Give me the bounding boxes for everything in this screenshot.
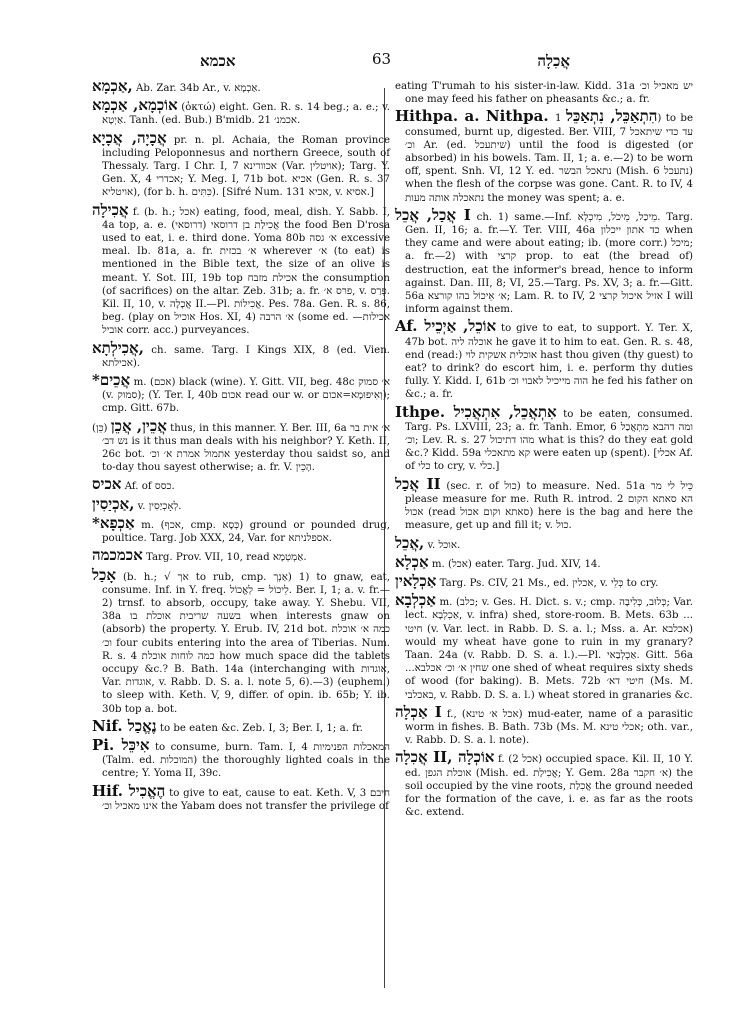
entry-headword: אוֹכְמָא, אַכְמָא (92, 96, 178, 115)
dictionary-entry (395, 748, 694, 819)
dictionary-entry (395, 317, 693, 401)
entry-headword: Hif. הֶאֱכִיל (92, 781, 166, 800)
entry-definition: f. (b. h.; אכל) eating, food, meal, dish. Y. Sabb. I, 4a top, a. e. אֲכִילַת בן דרוסאי (דרוסאי) the food Ben D'rosa used to eat, i. e. third done. Yoma 80b א׳ גסה excessive meal. Ib. 81a, a. fr. א׳ בכזית wherever א׳ (to eat) is mentioned in the Bible text, the size of an olive is meant. Y. Sot. III, 19b top אכילת מזבח the consumption (of sacrifices) on the altar. Zeb. 31b; a. fr. פרס א׳, v. פְּרַס. Kil. II, 10, v. אֲכָלָה II.—Pl. אֲכִילוֹת. Pes. 78a. Gen. R. s. 86, beg. (play on אוכיל Hos. XI, 4) א׳ הרבה (some ed. אכילות—אוביל corr. acc.) purveyances. (102, 206, 391, 337)
entry-definition: Targ. Ps. CIV, 21 Ms., ed. אכלין, v. כְּלֵי to cry. (439, 577, 659, 589)
entry-definition: to be eaten, consumed. Targ. Ps. LXVIII, 23; a. fr. Tanh. Emor, 6 ומה דהבא מִתְאֲכַל וכ׳; Lev. R. s. 27 מהו דתיכול what is this? do they eat gold &c.? Kidd. 59a קא מתאכלי were eaten up (spent). [אכלי Af. of כלי to cry, v. כלי.] (405, 408, 694, 473)
entry-definition: (כֵּן) thus, in this manner. Y. Ber. III, 6a א׳ אית בר נש דב׳ is it thus man deals with his neighbor? Y. Keth. II, 26c bot. אתמול אמרת א׳ וכ׳ yesterday thou saidst so, and to-day thou sayest otherwise; a. fr. V. הָכֵין. (92, 422, 390, 474)
entry-headword: אֲכֵל, (395, 533, 425, 552)
entry-headword: Nif. נֶאֱכַל (92, 716, 157, 735)
dictionary-entry (92, 513, 390, 545)
entry-headword: Af. אוֹכֵל, אַיְכֵיל (395, 317, 497, 336)
entry-definition: (sec. r. of כול) to measure. Ned. 51a כֵּיל לי מר please measure for me. Ruth R. introd. 2 הא סאתא הקום אכול (read סאתא וקום אכול) here is the bag and here the measure, get up and fill it; v. כול. (405, 480, 694, 532)
entry-definition: m. (אכף, cmp. כְּסָא) ground or pounded drug, poultice. Targ. Job XXX, 24, Var. for אספלניתא. (102, 519, 390, 545)
entry-definition: m. (אכל) eater. Targ. Jud. XIV, 14. (431, 558, 601, 570)
entry-headword: Pi. אִיכֵּל (92, 735, 150, 754)
entry-headword: אֲכִילְתָא, (92, 338, 144, 357)
entry-definition: eating T'rumah to his sister-in-law. Kidd. 31a יש מאכיל וכ׳ one may feed his father on pheasants &c.; a. fr. (395, 81, 694, 106)
entry-headword: אכיס (92, 475, 122, 494)
entry-definition: to be eaten &c. Zeb. I, 3; Ber. I, 1; a. fr. (159, 722, 363, 734)
dictionary-entry (395, 402, 694, 474)
entry-headword: Ithpe. אִתְאֲכֵל, אִתְאֲכִיל (395, 402, 557, 421)
entry-headword: אכמכמה (92, 546, 143, 565)
entry-headword: אַכְיַסִין, (92, 494, 135, 513)
dictionary-entry (92, 546, 390, 565)
page-number: 63 (372, 50, 392, 68)
entry-definition: 1) to be consumed, burnt up, digested. Ber. VIII, 7 עד כדי שיתאכל וכ׳ Ar. (ed. שיתעכל) until the food is digested (or absorbed) in his bowels. Tam. II, 1; a. e.—2) to be worn off, spent. Snh. VI, 12 Y. ed. נתאכל הבשר (Mish. 6 נתעכל) when the flesh of the corpse was gone. Cant. R. to IV, 4 נתאכלה אותה מעות the money was spent; a. e. (405, 113, 694, 204)
dictionary-entry (92, 716, 390, 735)
left-column (92, 77, 391, 817)
entry-definition: m. (אכם) black (wine). Y. Gitt. VII, beg. 48c א׳ סמוק (v. סמוק); (Y. Ter. I, 40b אכום read our w. or וְאִיפוּמָא=אכום); cmp. Gitt. 67b. (102, 377, 390, 415)
entry-definition: to give to eat, to support. Y. Ter. X, 47b bot. אוכלה ליה he gave it to him to eat. Gen. R. s. 48, end (read:) אוכלית אשקית לוי hast thou given (thy guest) to eat? to drink? do escort him, i. e. perform thy duties fully. Y. Kidd. I, 61b הוה מייכיל לאבוי וכ׳ he fed his father on &c.; a. fr. (405, 323, 693, 401)
entry-definition: f., (אכל א׳ טינא) mud-eater, name of a parasitic worm in fishes. B. Bath. 73b (Ms. M. אכלי טינא; oth. var., v. Rabb. D. S. a. l. note). (405, 708, 693, 747)
dictionary-entry (92, 735, 391, 781)
entry-definition: f. (אכל 2) occupied space. Kil. II, 10 Y. ed. אוכלת הגפן (Mish. ed. אֲכִילַת; Y. Gem. 28a א׳ חקבר) the soil occupied by the vine roots, אֲכִלַת the ground needed for the formation of the cave, i. e. as far as the roots &c. extend. (405, 754, 694, 819)
dictionary-entry (395, 533, 693, 552)
dictionary-entry (395, 80, 693, 106)
dictionary-entry (92, 494, 390, 513)
entry-definition: v. אוכל. (427, 539, 461, 551)
entry-definition: Af. of כסס. (124, 481, 175, 493)
entry-definition: Ab. Zar. 34b Ar., v. אַכְמָא. (135, 83, 261, 94)
right-column (395, 80, 693, 823)
entry-headword: אַכְלָאין (395, 571, 437, 590)
entry-definition: to consume, burn. Tam. I, 4 המאכלות הפנימיות (Talm. ed. המוכלות) the thoroughly lighted coals in the centre; Y. Yoma II, 39c. (102, 741, 391, 780)
entry-headword: אַכְלְבָא (395, 591, 436, 610)
dictionary-entry (92, 77, 390, 95)
entry-headword: *אֲכֵים (92, 371, 131, 390)
dictionary-entry (395, 107, 694, 204)
page-header (80, 50, 690, 74)
entry-headword: *אַכְפָא (92, 513, 135, 532)
dictionary-entry (92, 781, 390, 813)
dictionary-entry (92, 128, 391, 200)
dictionary-entry (92, 565, 391, 716)
dictionary-entry (395, 571, 693, 590)
dictionary-entry (395, 552, 693, 571)
dictionary-entry (92, 371, 390, 416)
entry-headword: אֲכָיָה, אֲכָיָא (92, 128, 167, 147)
entry-headword: אַכְמָא, (92, 77, 133, 95)
dictionary-entry (395, 591, 694, 702)
entry-definition: Targ. Prov. VII, 10, read אַמְטְמָא. (145, 552, 307, 564)
entry-headword: אֲכַל II (395, 474, 441, 493)
entry-definition: (b. h.; √ אך to rub, cmp. אַנְך) 1) to gnaw, eat, consume. Inf. in Y. freq. לֵיכוֹל = לְאֱכוֹל. Ber. I, 1; a. v. fr.—2) trnsf. to absorb, occupy, take away. Y. Shebu. VII, 38a בשעה שריבית אוכלת בו when interests gnaw on (absorb) the property. Y. Erub. IV, 21d bot. כמה א׳ אוכלת וכ׳ four cubits entering into the area of Tiberias. Num. R. s. 4 כמה לוחות אוכלת how much space did the tablets occupy &c.? B. Bath. 14a (interchanging with אוגדות, Var. אוגדות, v. Rabb. D. S. a. l. note 5, 6).—3) (euphem.) to sleep with. Keth. V, 9, differ. of opin. ib. 65b; Y. ib. 30b top a. bot. (102, 571, 391, 715)
dictionary-entry (92, 338, 390, 370)
entry-definition: (ὀκτώ) eight. Gen. R. s. 14 beg.; a. e.; v. אַיְטָא. Tanh. (ed. Bub.) B'midb. 21 אכמנ׳. (102, 102, 390, 127)
dictionary-entry (395, 702, 693, 748)
entry-headword: אֲכִילָה (92, 200, 129, 219)
dictionary-entry (92, 416, 390, 475)
entry-headword: Hithpa. a. Nithpa. הִתְאַכֵּל, נִתְאַכֵּל (395, 107, 658, 126)
entry-definition: ch. 1) same.—Inf. מֵיכַל, מֵיכֹל, מִיכְלָא. Targ. Gen. II, 16; a. fr.—Y. Ter. VIII, 46a כד אתון ייכלון when they came and were about eating; ib. (more corr.) מיכל; a. fr.—2) with קרצי prop. to eat (the bread of) destruction, eat the informer's bread, hence to inform against. Dan. III, 8; VI, 25.—Targ. Ps. XV, 3; a. fr.—Gitt. 56a א׳ אֵיכוֹל בהו קורצא; Lam. R. to IV, 2 אזיל איכול קרצי I will inform against them. (405, 211, 694, 316)
dictionary-entry (395, 474, 694, 533)
dictionary-entry (92, 96, 390, 127)
entry-definition: pr. n. pl. Achaia, the Roman province including Peloponnesus and northern Greece, south of Thessaly. Targ. I Chr. I, 7 אכוורינא (Var. אויטלין); Targ. Y. Gen. X, 4 אכדרי; Y. Meg. I, 71b bot. אכיא (Gen. R. s. 37 אויטליא), (for b. h. כִּתִּים). [Sifré Num. 131 אכיא, v. אסיא.] (102, 134, 391, 199)
entry-headword: אַכְלָא (395, 552, 429, 571)
entry-headword: אֲכִלָה II, אוֹכְלָה (395, 748, 495, 767)
entry-headword: אַכְלָה I (395, 702, 442, 721)
dictionary-entry (92, 200, 391, 338)
header-right-term: אֲכִלָה (537, 52, 570, 70)
dictionary-entry (92, 475, 390, 494)
entry-definition: m. (כלב; v. Ges. H. Dict. s. v.; cmp. כְּלוּב, כְּלִיבָה; Var. lect. אַכְלְבָא, v. infra) shed, store-room. B. Mets. 63b ... חיטי (v. Var. lect. in Rabb. D. S. a. l.; Mss. a. Ar. אכלבא) would my wheat have gone to ruin in my granary? Taan. 24a (v. Rabb. D. S. a. l.).—Pl. אַכְלְבַאי. Gitt. 56a ...שחין א׳ וכ׳ אכלבא one shed of wheat requires sixty sheds of wood (for baking). B. Mets. 72b חיטי דא׳ (Ms. M. באכלבי, v. Rabb. D. S. a. l.) wheat stored in granaries &c. (405, 597, 694, 701)
entry-headword: אֲכַל, אֲכֵל I (395, 205, 471, 224)
entry-definition: v. לְאָכְיַסִין. (137, 500, 182, 512)
entry-headword: אֲכֵין, אֲכֵן (110, 416, 167, 435)
entry-definition: ch. same. Targ. I Kings XIX, 8 (ed. Vien. אכילתא). (102, 344, 390, 369)
dictionary-entry (395, 205, 694, 317)
header-left-term: אכמא (200, 52, 236, 70)
entry-definition: to give to eat, cause to eat. Keth. V, 3 חיבם אינו מאכיל וכ׳ the Yabam does not transfer the privilege of (102, 787, 390, 812)
entry-headword: אָכַל (92, 565, 116, 584)
